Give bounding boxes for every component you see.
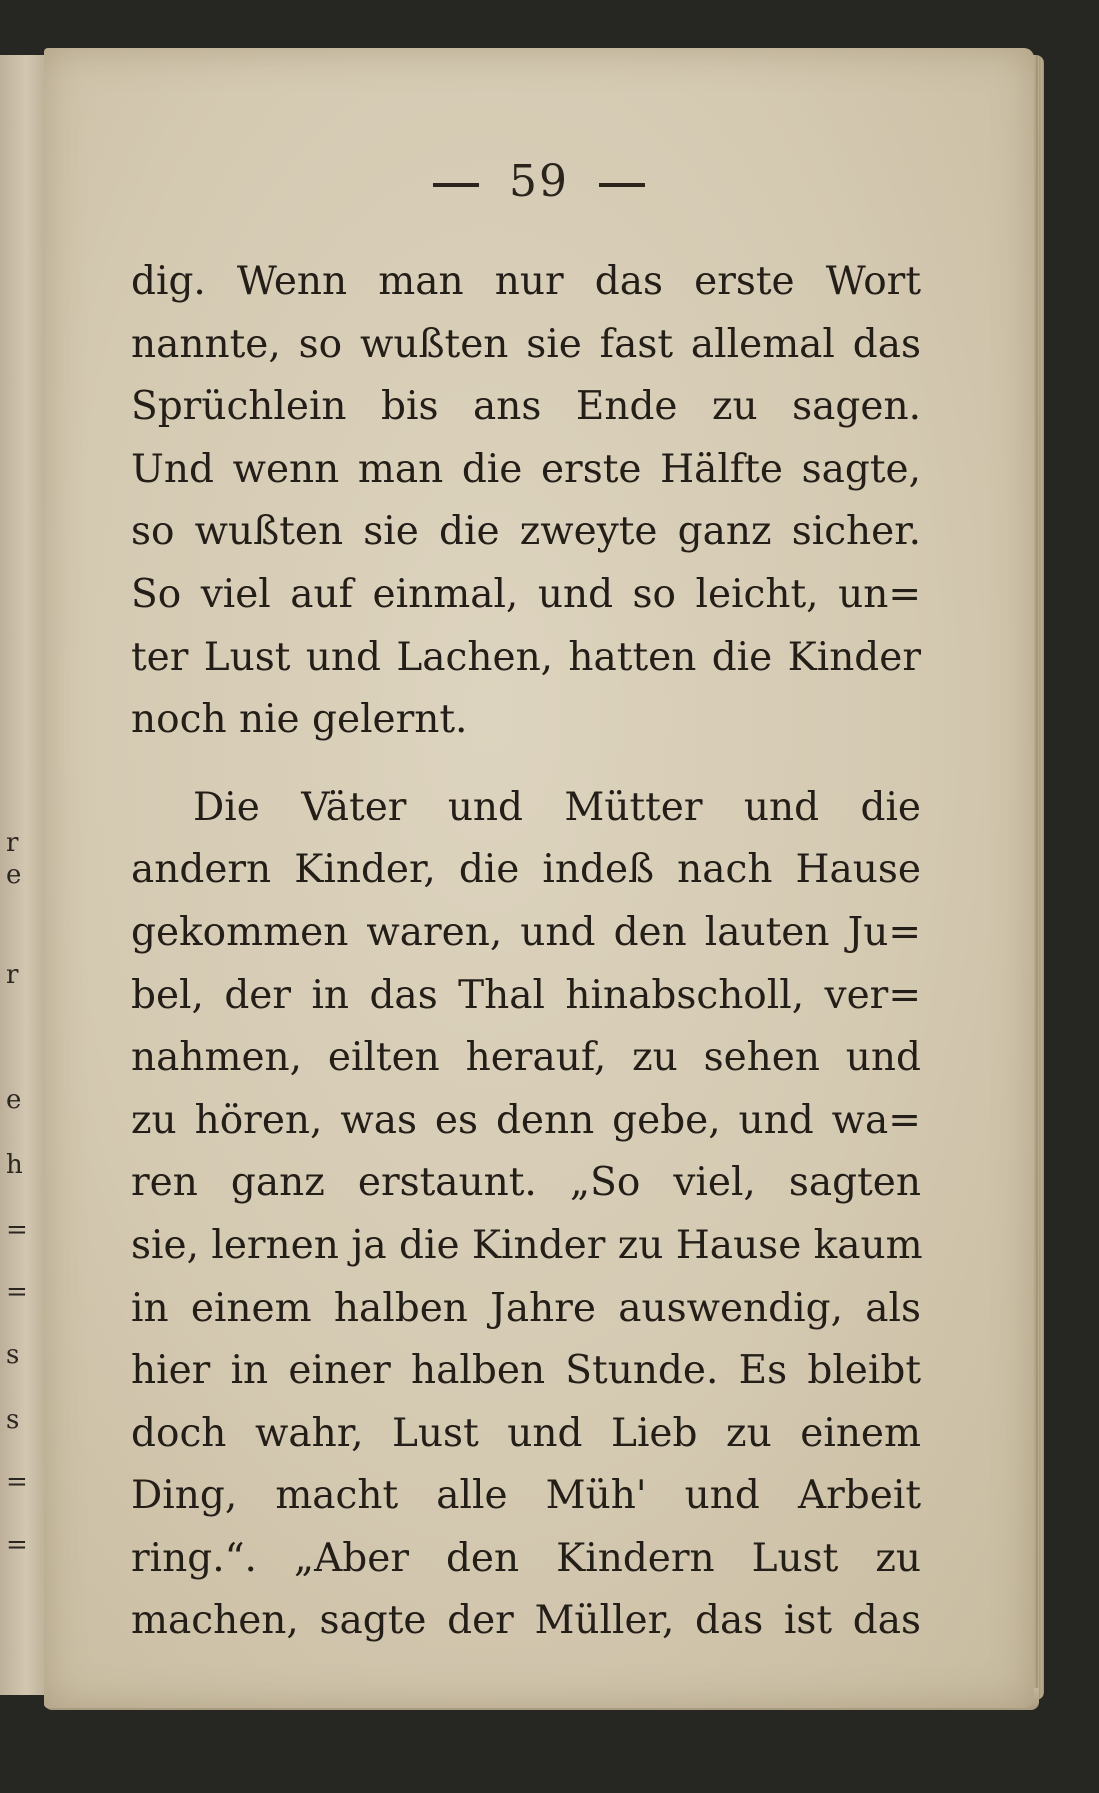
previous-page-marks bbox=[2, 55, 42, 1695]
text-line: dig. Wenn man nur das erste Wort bbox=[131, 259, 921, 304]
text-line: machen, sagte der Müller, das ist das bbox=[131, 1598, 921, 1644]
text-line: doch wahr, Lust und Lieb zu einem bbox=[131, 1410, 921, 1456]
text-line: noch nie gelernt. bbox=[131, 697, 468, 743]
text-line: in einem halben Jahre auswendig, als bbox=[131, 1285, 921, 1331]
page-header bbox=[44, 156, 1034, 207]
text-line: So viel auf einmal, und so leicht, un= bbox=[131, 571, 921, 617]
text-line: ren ganz erstaunt. „So viel, sagten bbox=[131, 1160, 921, 1206]
margin-mark: s bbox=[6, 1340, 20, 1370]
paragraph-gap bbox=[131, 752, 921, 777]
margin-mark: = bbox=[6, 1277, 28, 1307]
paragraph-2 bbox=[131, 777, 921, 1653]
text-line: nahmen, eilten herauf, zu sehen und bbox=[131, 1035, 921, 1081]
body-text bbox=[131, 251, 921, 1653]
previous-page-edge bbox=[0, 55, 46, 1695]
margin-mark: r bbox=[6, 828, 19, 858]
text-line: andern Kinder, die indeß nach Hause bbox=[131, 847, 921, 893]
margin-mark: s bbox=[6, 1405, 20, 1435]
text-line: Sprüchlein bis ans Ende zu sagen. bbox=[131, 384, 921, 430]
margin-mark: r bbox=[6, 960, 19, 990]
text-line: ter Lust und Lachen, hatten die Kinder bbox=[131, 634, 921, 680]
text-line: zu hören, was es denn gebe, und wa= bbox=[131, 1097, 921, 1143]
margin-mark: h bbox=[6, 1150, 23, 1180]
text-line: gekommen waren, und den lauten Ju= bbox=[131, 909, 921, 955]
book-page bbox=[44, 48, 1034, 1708]
text-line: nannte, so wußten sie fast allemal das bbox=[131, 321, 921, 367]
margin-mark: e bbox=[6, 1085, 22, 1115]
header-dash-left bbox=[433, 183, 479, 187]
text-line: sie, lernen ja die Kinder zu Hause kaum bbox=[131, 1222, 923, 1268]
text-line: so wußten sie die zweyte ganz sicher. bbox=[131, 509, 921, 555]
text-line: bel, der in das Thal hinabscholl, ver= bbox=[131, 972, 921, 1018]
margin-mark: = bbox=[6, 1215, 28, 1245]
margin-mark: = bbox=[6, 1530, 28, 1560]
page-number: 59 bbox=[509, 156, 569, 207]
text-line: ring.“. „Aber den Kindern Lust zu bbox=[131, 1535, 921, 1581]
margin-mark: = bbox=[6, 1467, 28, 1497]
text-line: Die Väter und Mütter und die bbox=[193, 784, 921, 830]
paragraph-1 bbox=[131, 251, 921, 752]
text-line: hier in einer halben Stunde. Es bleibt bbox=[131, 1348, 921, 1394]
header-dash-right bbox=[599, 183, 645, 187]
text-line: Ding, macht alle Müh' und Arbeit bbox=[131, 1473, 921, 1519]
margin-mark: e bbox=[6, 860, 22, 890]
text-line: Und wenn man die erste Hälfte sagte, bbox=[131, 446, 921, 492]
